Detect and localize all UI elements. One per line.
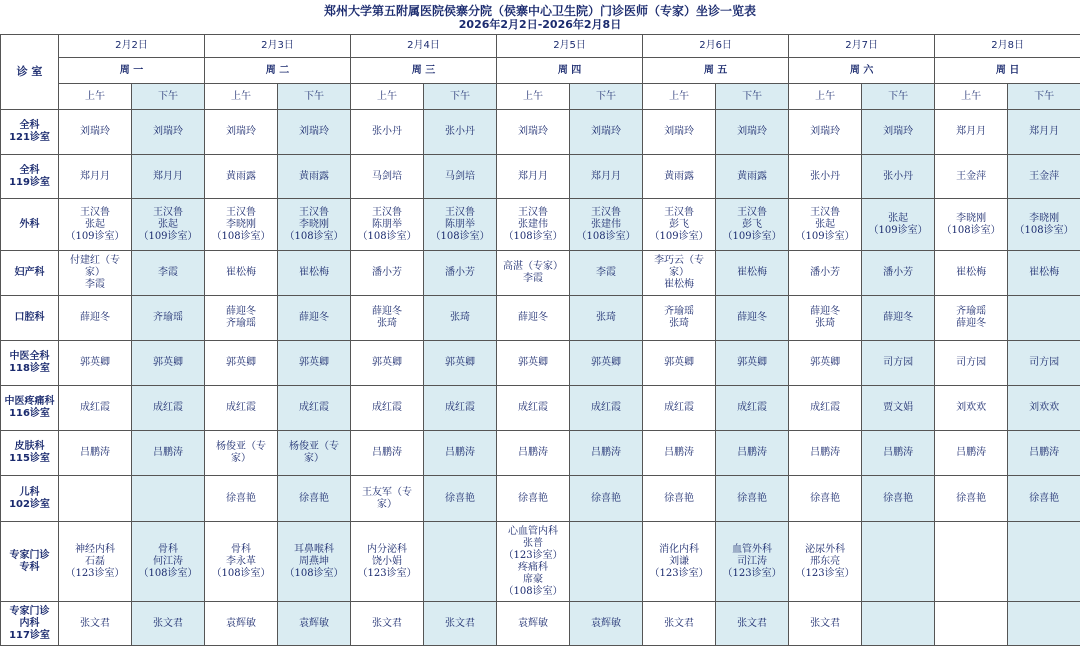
pm-doctor-cell: 潘小芳 xyxy=(424,251,497,296)
schedule-row xyxy=(1,296,1080,341)
am-doctor-cell: 杨俊亚（专 家） xyxy=(205,431,278,476)
am-doctor-cell: 消化内科 刘谦 （123诊室） xyxy=(643,522,716,602)
department-label: 中医疼痛科 116诊室 xyxy=(1,386,59,431)
am-doctor-cell: 薛迎冬 齐瑜瑶 xyxy=(205,296,278,341)
pm-doctor-cell: 潘小芳 xyxy=(862,251,935,296)
am-doctor-cell: 薛迎冬 张琦 xyxy=(351,296,424,341)
am-doctor-cell: 骨科 李永革 （108诊室） xyxy=(205,522,278,602)
pm-doctor-cell: 杨俊亚（专 家） xyxy=(278,431,351,476)
department-label: 皮肤科 115诊室 xyxy=(1,431,59,476)
am-header: 上午 xyxy=(59,84,132,110)
am-header: 上午 xyxy=(497,84,570,110)
am-doctor-cell: 王汉鲁 彭飞 （109诊室） xyxy=(643,199,716,251)
department-label: 全科 121诊室 xyxy=(1,110,59,155)
date-header: 2月3日 xyxy=(205,35,351,58)
weekday-row xyxy=(1,58,1080,84)
pm-doctor-cell xyxy=(1008,522,1080,602)
date-header: 2月8日 xyxy=(935,35,1080,58)
am-doctor-cell: 王汉鲁 张起 （109诊室） xyxy=(789,199,862,251)
pm-doctor-cell: 刘瑞玲 xyxy=(862,110,935,155)
pm-doctor-cell: 成红霞 xyxy=(716,386,789,431)
am-header: 上午 xyxy=(351,84,424,110)
pm-doctor-cell: 黄雨露 xyxy=(278,155,351,199)
am-doctor-cell: 成红霞 xyxy=(59,386,132,431)
pm-doctor-cell: 吕鹏涛 xyxy=(424,431,497,476)
title-block xyxy=(0,0,1080,31)
am-doctor-cell: 成红霞 xyxy=(789,386,862,431)
am-doctor-cell: 郑月月 xyxy=(497,155,570,199)
pm-header: 下午 xyxy=(862,84,935,110)
am-doctor-cell: 徐喜艳 xyxy=(205,476,278,522)
date-row xyxy=(1,35,1080,58)
am-doctor-cell: 齐瑜瑶 薛迎冬 xyxy=(935,296,1008,341)
am-doctor-cell: 吕鹏涛 xyxy=(935,431,1008,476)
pm-doctor-cell: 张琦 xyxy=(570,296,643,341)
am-doctor-cell: 张小丹 xyxy=(351,110,424,155)
am-doctor-cell: 刘欢欢 xyxy=(935,386,1008,431)
pm-doctor-cell: 吕鹏涛 xyxy=(716,431,789,476)
am-doctor-cell: 黄雨露 xyxy=(643,155,716,199)
am-header: 上午 xyxy=(935,84,1008,110)
am-doctor-cell: 张文君 xyxy=(59,602,132,646)
pm-doctor-cell: 徐喜艳 xyxy=(570,476,643,522)
pm-doctor-cell xyxy=(132,476,205,522)
pm-doctor-cell: 李霞 xyxy=(132,251,205,296)
pm-doctor-cell: 王汉鲁 陈朋举 （108诊室） xyxy=(424,199,497,251)
am-doctor-cell: 马剑培 xyxy=(351,155,424,199)
pm-doctor-cell: 张小丹 xyxy=(424,110,497,155)
pm-header: 下午 xyxy=(1008,84,1080,110)
schedule-row xyxy=(1,110,1080,155)
am-doctor-cell: 王汉鲁 李晓刚 （108诊室） xyxy=(205,199,278,251)
pm-doctor-cell: 张小丹 xyxy=(862,155,935,199)
pm-doctor-cell: 王汉鲁 张起 （109诊室） xyxy=(132,199,205,251)
pm-doctor-cell xyxy=(862,602,935,646)
pm-doctor-cell: 司方园 xyxy=(1008,341,1080,386)
am-doctor-cell: 张文君 xyxy=(789,602,862,646)
pm-doctor-cell: 成红霞 xyxy=(570,386,643,431)
am-doctor-cell: 郑月月 xyxy=(935,110,1008,155)
am-doctor-cell: 刘瑞玲 xyxy=(205,110,278,155)
pm-doctor-cell: 郑月月 xyxy=(570,155,643,199)
weekday-header: 周 一 xyxy=(59,58,205,84)
pm-doctor-cell: 李晓刚 （108诊室） xyxy=(1008,199,1080,251)
pm-doctor-cell xyxy=(862,522,935,602)
page-title: 郑州大学第五附属医院侯寨分院（侯寨中心卫生院）门诊医师（专家）坐诊一览表 xyxy=(323,4,756,18)
pm-doctor-cell xyxy=(1008,602,1080,646)
pm-doctor-cell: 血管外科 司江涛 （123诊室） xyxy=(716,522,789,602)
pm-header: 下午 xyxy=(570,84,643,110)
pm-doctor-cell: 吕鹏涛 xyxy=(570,431,643,476)
am-header: 上午 xyxy=(205,84,278,110)
schedule-body xyxy=(1,110,1080,646)
pm-doctor-cell: 马剑培 xyxy=(424,155,497,199)
pm-doctor-cell: 贾文娟 xyxy=(862,386,935,431)
am-doctor-cell: 成红霞 xyxy=(497,386,570,431)
am-doctor-cell: 黄雨露 xyxy=(205,155,278,199)
pm-doctor-cell xyxy=(1008,296,1080,341)
pm-doctor-cell: 徐喜艳 xyxy=(278,476,351,522)
pm-doctor-cell: 郭英卿 xyxy=(716,341,789,386)
am-doctor-cell: 王汉鲁 陈朋举 （108诊室） xyxy=(351,199,424,251)
am-doctor-cell: 刘瑞玲 xyxy=(789,110,862,155)
schedule-row xyxy=(1,155,1080,199)
pm-doctor-cell: 薛迎冬 xyxy=(278,296,351,341)
am-doctor-cell: 王友军（专 家） xyxy=(351,476,424,522)
am-doctor-cell: 成红霞 xyxy=(205,386,278,431)
am-doctor-cell: 付建红（专 家） 李霞 xyxy=(59,251,132,296)
pm-doctor-cell: 吕鹏涛 xyxy=(862,431,935,476)
am-doctor-cell: 高湛（专家） 李霞 xyxy=(497,251,570,296)
pm-doctor-cell: 张文君 xyxy=(716,602,789,646)
am-doctor-cell: 吕鹏涛 xyxy=(351,431,424,476)
am-doctor-cell: 成红霞 xyxy=(643,386,716,431)
page-subtitle: 2026年2月2日-2026年2月8日 xyxy=(458,18,622,31)
am-doctor-cell: 吕鹏涛 xyxy=(59,431,132,476)
pm-doctor-cell: 袁辉敏 xyxy=(278,602,351,646)
am-doctor-cell: 刘瑞玲 xyxy=(497,110,570,155)
date-header: 2月2日 xyxy=(59,35,205,58)
department-label: 专家门诊 内科 117诊室 xyxy=(1,602,59,646)
am-doctor-cell: 潘小芳 xyxy=(351,251,424,296)
am-doctor-cell: 崔松梅 xyxy=(205,251,278,296)
am-doctor-cell: 李晓刚 （108诊室） xyxy=(935,199,1008,251)
department-label: 妇产科 xyxy=(1,251,59,296)
pm-header: 下午 xyxy=(424,84,497,110)
am-doctor-cell: 泌尿外科 邢东亮 （123诊室） xyxy=(789,522,862,602)
am-doctor-cell: 吕鹏涛 xyxy=(497,431,570,476)
am-doctor-cell: 袁辉敏 xyxy=(205,602,278,646)
pm-doctor-cell: 郑月月 xyxy=(132,155,205,199)
am-doctor-cell: 郭英卿 xyxy=(497,341,570,386)
schedule-row xyxy=(1,602,1080,646)
weekday-header: 周 二 xyxy=(205,58,351,84)
am-doctor-cell: 薛迎冬 张琦 xyxy=(789,296,862,341)
date-header: 2月5日 xyxy=(497,35,643,58)
pm-doctor-cell xyxy=(570,522,643,602)
pm-doctor-cell: 郭英卿 xyxy=(278,341,351,386)
weekday-header: 周 六 xyxy=(789,58,935,84)
am-doctor-cell: 吕鹏涛 xyxy=(643,431,716,476)
am-doctor-cell xyxy=(59,476,132,522)
pm-header: 下午 xyxy=(716,84,789,110)
date-header: 2月7日 xyxy=(789,35,935,58)
department-label: 中医全科 118诊室 xyxy=(1,341,59,386)
pm-doctor-cell: 耳鼻喉科 周燕坤 （108诊室） xyxy=(278,522,351,602)
am-doctor-cell: 郑月月 xyxy=(59,155,132,199)
schedule-row xyxy=(1,251,1080,296)
schedule-table xyxy=(0,34,1080,646)
corner-label: 诊 室 xyxy=(1,35,59,110)
pm-doctor-cell: 刘瑞玲 xyxy=(716,110,789,155)
schedule-row xyxy=(1,386,1080,431)
am-doctor-cell: 王汉鲁 张建伟 （108诊室） xyxy=(497,199,570,251)
pm-doctor-cell: 崔松梅 xyxy=(1008,251,1080,296)
pm-header: 下午 xyxy=(132,84,205,110)
pm-doctor-cell: 骨科 何江涛 （108诊室） xyxy=(132,522,205,602)
schedule-row xyxy=(1,476,1080,522)
am-doctor-cell: 郭英卿 xyxy=(205,341,278,386)
pm-doctor-cell: 刘欢欢 xyxy=(1008,386,1080,431)
am-doctor-cell: 崔松梅 xyxy=(935,251,1008,296)
schedule-row xyxy=(1,199,1080,251)
am-doctor-cell: 郭英卿 xyxy=(59,341,132,386)
am-doctor-cell: 王汉鲁 张起 （109诊室） xyxy=(59,199,132,251)
schedule-row xyxy=(1,522,1080,602)
ampm-row xyxy=(1,84,1080,110)
pm-doctor-cell xyxy=(424,522,497,602)
am-doctor-cell: 袁辉敏 xyxy=(497,602,570,646)
am-doctor-cell: 张文君 xyxy=(351,602,424,646)
pm-doctor-cell: 刘瑞玲 xyxy=(132,110,205,155)
pm-doctor-cell: 郭英卿 xyxy=(132,341,205,386)
am-doctor-cell xyxy=(935,522,1008,602)
weekday-header: 周 四 xyxy=(497,58,643,84)
date-header: 2月6日 xyxy=(643,35,789,58)
pm-doctor-cell: 张起 （109诊室） xyxy=(862,199,935,251)
am-header: 上午 xyxy=(643,84,716,110)
schedule-row xyxy=(1,341,1080,386)
am-doctor-cell: 潘小芳 xyxy=(789,251,862,296)
am-doctor-cell: 内分泌科 饶小娟 （123诊室） xyxy=(351,522,424,602)
date-header: 2月4日 xyxy=(351,35,497,58)
department-label: 专家门诊 专科 xyxy=(1,522,59,602)
pm-doctor-cell: 刘瑞玲 xyxy=(278,110,351,155)
weekday-header: 周 三 xyxy=(351,58,497,84)
pm-doctor-cell: 张文君 xyxy=(132,602,205,646)
pm-doctor-cell: 徐喜艳 xyxy=(1008,476,1080,522)
pm-doctor-cell: 刘瑞玲 xyxy=(570,110,643,155)
pm-doctor-cell: 齐瑜瑶 xyxy=(132,296,205,341)
pm-doctor-cell: 崔松梅 xyxy=(716,251,789,296)
pm-doctor-cell: 王汉鲁 彭飞 （109诊室） xyxy=(716,199,789,251)
am-doctor-cell: 薛迎冬 xyxy=(497,296,570,341)
pm-doctor-cell: 张琦 xyxy=(424,296,497,341)
am-doctor-cell xyxy=(935,602,1008,646)
am-doctor-cell: 成红霞 xyxy=(351,386,424,431)
am-doctor-cell: 齐瑜瑶 张琦 xyxy=(643,296,716,341)
am-doctor-cell: 刘瑞玲 xyxy=(643,110,716,155)
department-label: 儿科 102诊室 xyxy=(1,476,59,522)
am-doctor-cell: 郭英卿 xyxy=(789,341,862,386)
department-label: 口腔科 xyxy=(1,296,59,341)
department-label: 全科 119诊室 xyxy=(1,155,59,199)
am-doctor-cell: 吕鹏涛 xyxy=(789,431,862,476)
pm-doctor-cell: 吕鹏涛 xyxy=(132,431,205,476)
weekday-header: 周 五 xyxy=(643,58,789,84)
am-doctor-cell: 李巧云（专 家） 崔松梅 xyxy=(643,251,716,296)
am-doctor-cell: 薛迎冬 xyxy=(59,296,132,341)
am-doctor-cell: 张文君 xyxy=(643,602,716,646)
am-doctor-cell: 心血管内科 张普 （123诊室） 疼痛科 席豪 （108诊室） xyxy=(497,522,570,602)
pm-doctor-cell: 崔松梅 xyxy=(278,251,351,296)
schedule-row xyxy=(1,431,1080,476)
am-doctor-cell: 郭英卿 xyxy=(643,341,716,386)
pm-doctor-cell: 王汉鲁 李晓刚 （108诊室） xyxy=(278,199,351,251)
am-doctor-cell: 徐喜艳 xyxy=(935,476,1008,522)
pm-doctor-cell: 徐喜艳 xyxy=(424,476,497,522)
am-doctor-cell: 神经内科 石磊 （123诊室） xyxy=(59,522,132,602)
department-label: 外科 xyxy=(1,199,59,251)
am-doctor-cell: 王金萍 xyxy=(935,155,1008,199)
pm-doctor-cell: 成红霞 xyxy=(278,386,351,431)
weekday-header: 周 日 xyxy=(935,58,1080,84)
am-doctor-cell: 郭英卿 xyxy=(351,341,424,386)
pm-doctor-cell: 郑月月 xyxy=(1008,110,1080,155)
am-doctor-cell: 司方园 xyxy=(935,341,1008,386)
pm-doctor-cell: 王金萍 xyxy=(1008,155,1080,199)
am-doctor-cell: 刘瑞玲 xyxy=(59,110,132,155)
pm-doctor-cell: 徐喜艳 xyxy=(716,476,789,522)
pm-doctor-cell: 袁辉敏 xyxy=(570,602,643,646)
am-header: 上午 xyxy=(789,84,862,110)
pm-doctor-cell: 薛迎冬 xyxy=(862,296,935,341)
pm-doctor-cell: 李霞 xyxy=(570,251,643,296)
pm-doctor-cell: 司方园 xyxy=(862,341,935,386)
pm-doctor-cell: 吕鹏涛 xyxy=(1008,431,1080,476)
pm-doctor-cell: 王汉鲁 张建伟 （108诊室） xyxy=(570,199,643,251)
am-doctor-cell: 徐喜艳 xyxy=(643,476,716,522)
am-doctor-cell: 徐喜艳 xyxy=(789,476,862,522)
pm-doctor-cell: 郭英卿 xyxy=(424,341,497,386)
pm-doctor-cell: 黄雨露 xyxy=(716,155,789,199)
pm-header: 下午 xyxy=(278,84,351,110)
pm-doctor-cell: 郭英卿 xyxy=(570,341,643,386)
pm-doctor-cell: 成红霞 xyxy=(132,386,205,431)
am-doctor-cell: 徐喜艳 xyxy=(497,476,570,522)
pm-doctor-cell: 成红霞 xyxy=(424,386,497,431)
pm-doctor-cell: 徐喜艳 xyxy=(862,476,935,522)
pm-doctor-cell: 张文君 xyxy=(424,602,497,646)
pm-doctor-cell: 薛迎冬 xyxy=(716,296,789,341)
am-doctor-cell: 张小丹 xyxy=(789,155,862,199)
